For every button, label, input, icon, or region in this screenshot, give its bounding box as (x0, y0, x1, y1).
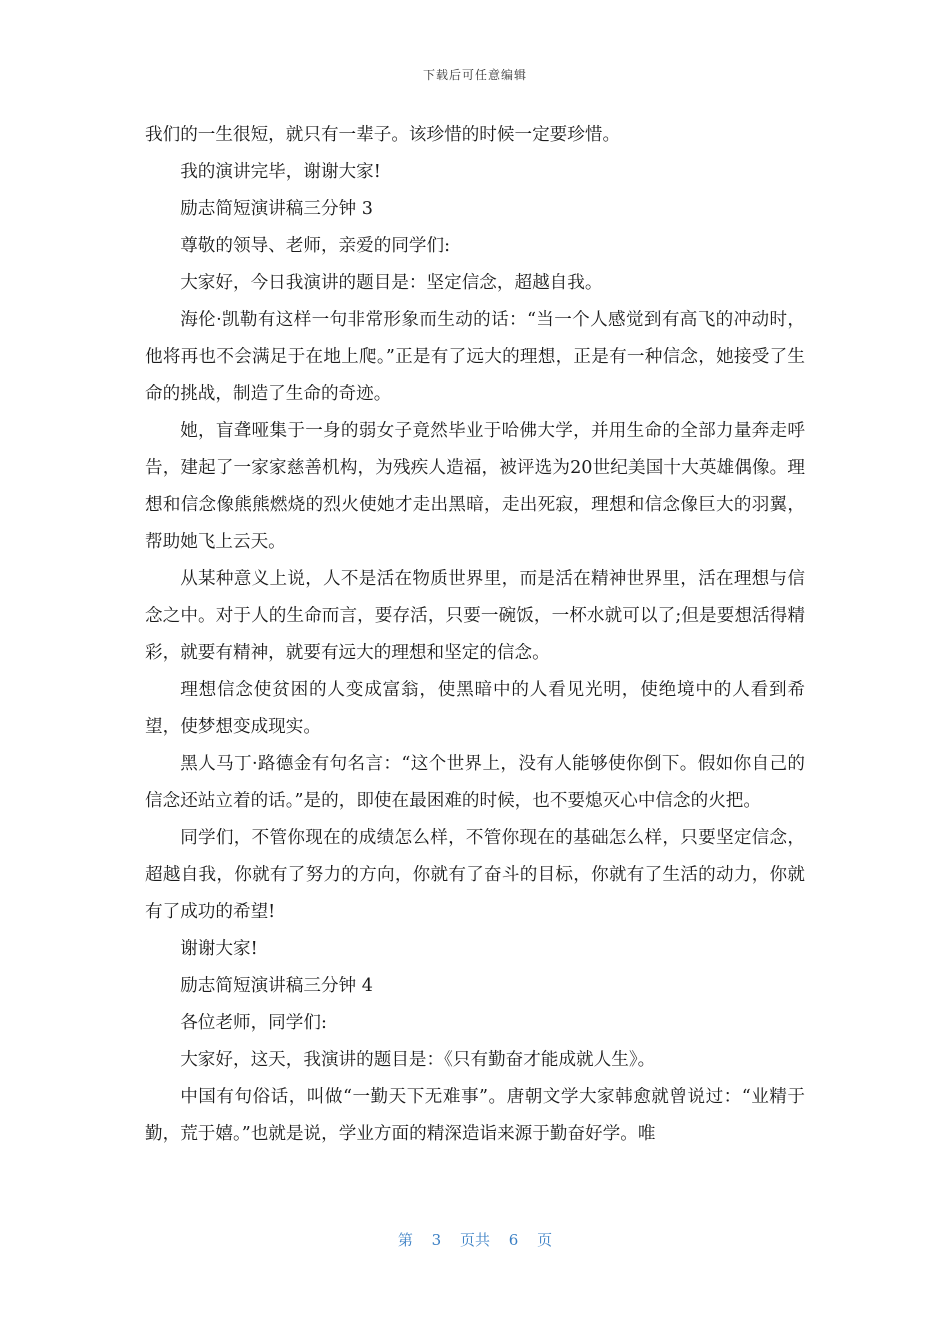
paragraph-7: 她，盲聋哑集于一身的弱女子竟然毕业于哈佛大学，并用生命的全部力量奔走呼告，建起了一家家慈善机构，为残疾人造福，被评选为20世纪美国十大英雄偶像。理想和信念像熊熊燃烧的烈火使她才走出黑暗，走出死寂，理想和信念像巨大的羽翼，帮助她飞上云天。 (145, 421, 805, 552)
document-body (145, 117, 805, 1153)
paragraph-8: 从某种意义上说，人不是活在物质世界里，而是活在精神世界里，活在理想与信念之中。对于人的生命而言，要存活，只要一碗饭，一杯水就可以了;但是要想活得精彩，就要有精神，就要有远大的理想和坚定的信念。 (145, 569, 805, 663)
paragraph-15: 大家好，这天，我演讲的题目是：《只有勤奋才能成就人生》。 (180, 1050, 656, 1070)
paragraph-10: 黑人马丁·路德金有句名言：“这个世界上，没有人能够使你倒下。假如你自己的信念还站立着的话。”是的，即使在最困难的时候，也不要熄灭心中信念的火把。 (145, 754, 805, 811)
paragraph-1: 我们的一生很短，就只有一辈子。该珍惜的时候一定要珍惜。 (145, 125, 621, 145)
paragraph-greeting-3: 尊敬的领导、老师，亲爱的同学们: (180, 236, 451, 256)
paragraph-6: 海伦·凯勒有这样一句非常形象而生动的话：“当一个人感觉到有高飞的冲动时，他将再也不会满足于在地上爬。”正是有了远大的理想，正是有一种信念，她接受了生命的挑战，制造了生命的奇迹。 (145, 310, 805, 404)
paragraph-2: 我的演讲完毕，谢谢大家! (180, 162, 381, 182)
page-footer: 第 3 页共 6 页 (397, 1231, 553, 1249)
speech-heading-4: 励志简短演讲稿三分钟 4 (180, 976, 373, 996)
page-header: 下载后可任意编辑 (422, 68, 527, 82)
paragraph-16: 中国有句俗话，叫做“一勤天下无难事”。唐朝文学大家韩愈就曾说过：“业精于勤，荒于嬉。”也就是说，学业方面的精深造诣来源于勤奋好学。唯 (145, 1087, 805, 1144)
paragraph-12: 谢谢大家! (180, 939, 258, 959)
paragraph-5: 大家好，今日我演讲的题目是：坚定信念，超越自我。 (180, 273, 603, 293)
speech-heading-3: 励志简短演讲稿三分钟 3 (180, 199, 373, 219)
paragraph-11: 同学们，不管你现在的成绩怎么样，不管你现在的基础怎么样，只要坚定信念，超越自我，你就有了努力的方向，你就有了奋斗的目标，你就有了生活的动力，你就有了成功的希望! (145, 828, 805, 922)
paragraph-9: 理想信念使贫困的人变成富翁，使黑暗中的人看见光明，使绝境中的人看到希望，使梦想变成现实。 (145, 680, 805, 737)
paragraph-greeting-4: 各位老师，同学们: (180, 1013, 327, 1033)
